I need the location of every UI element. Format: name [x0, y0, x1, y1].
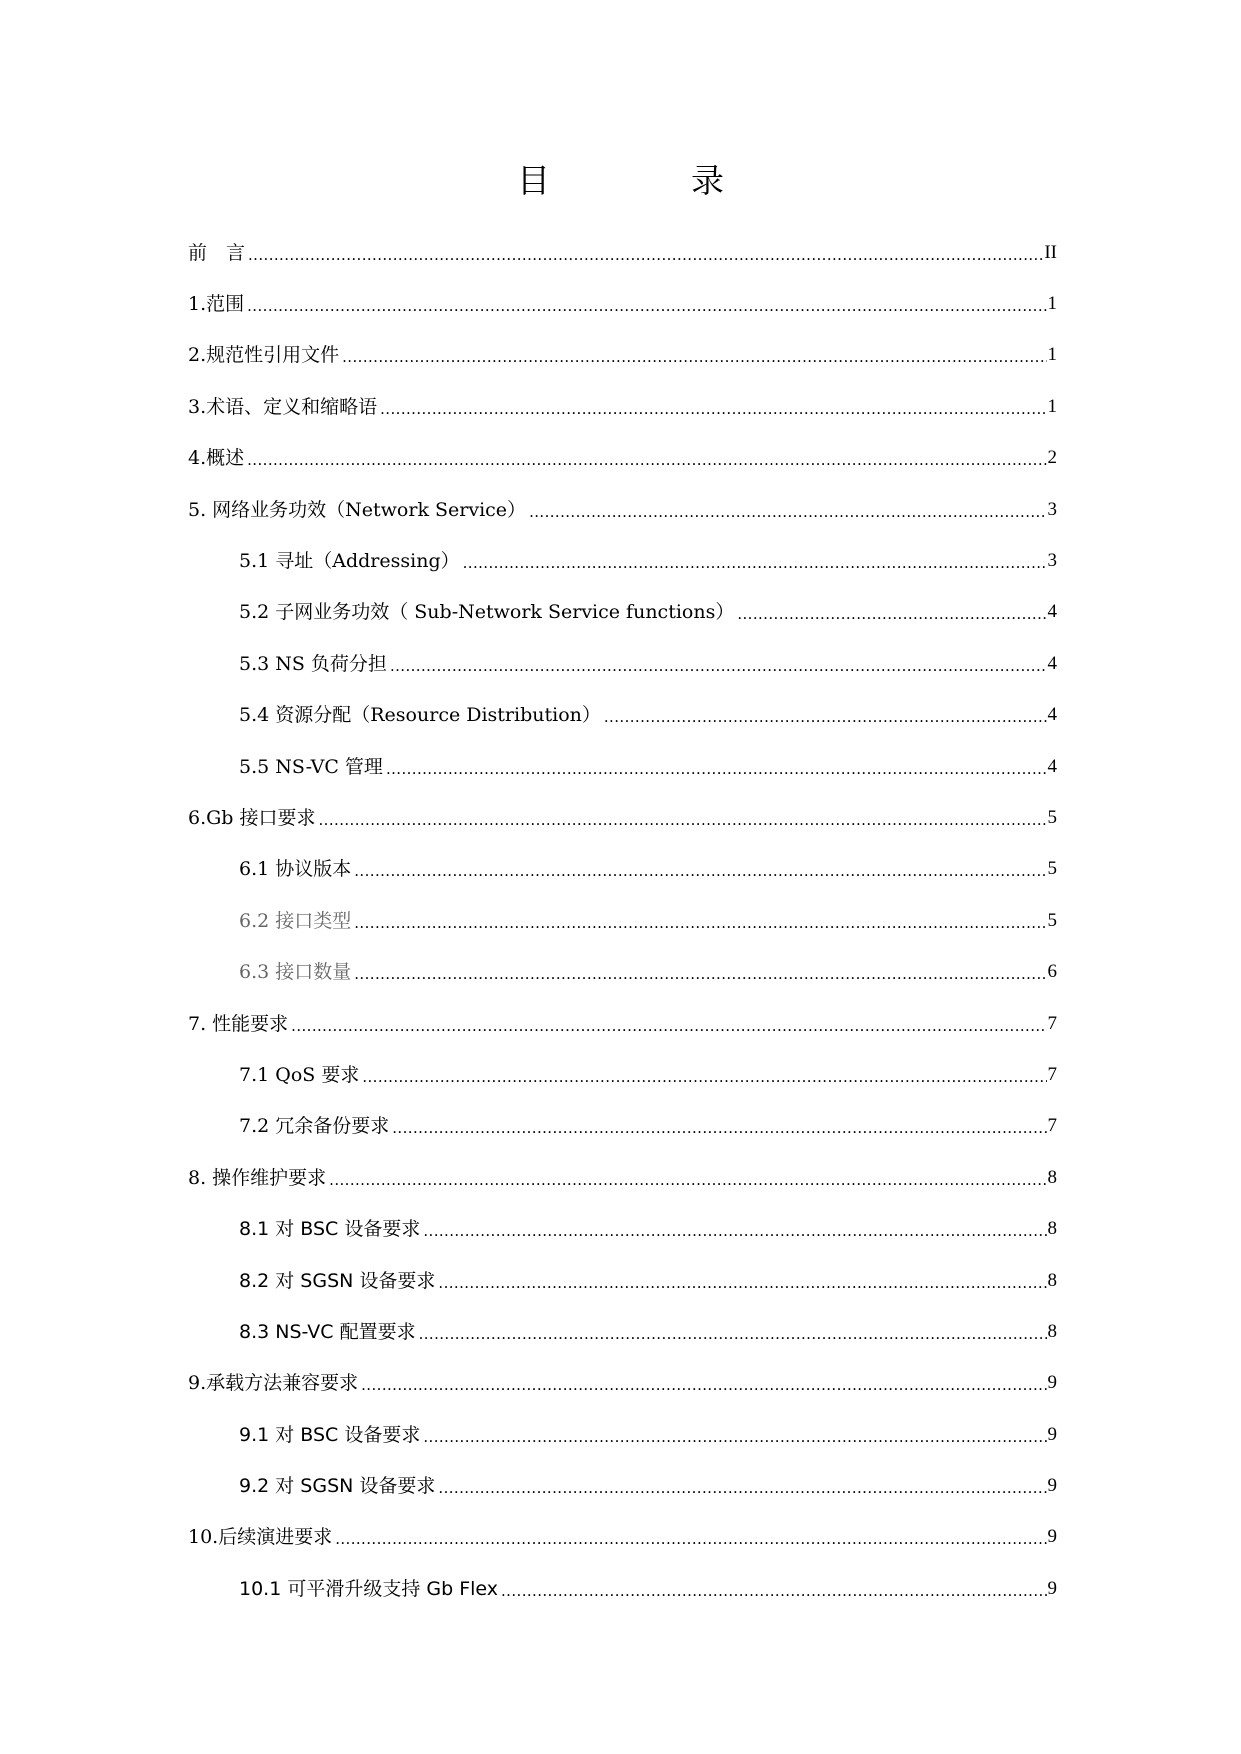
toc-page-number: 8: [1047, 1218, 1057, 1240]
toc-entry[interactable]: [188, 998, 1057, 1049]
toc-entry-label: 6.2 接口类型: [239, 909, 352, 932]
toc-entry[interactable]: [188, 433, 1057, 484]
toc-page-number: 7: [1047, 1115, 1057, 1137]
toc-page-number: 1: [1047, 395, 1057, 417]
toc-entry-label: 前 言: [188, 241, 246, 264]
toc-entry-label: 7.1 QoS 要求: [239, 1063, 360, 1086]
table-of-contents: [188, 227, 1057, 1615]
toc-entry-label: 4.概述: [188, 447, 245, 470]
toc-dot-leader: [354, 960, 1046, 984]
toc-page-number: 4: [1047, 652, 1057, 674]
toc-entry-label: 10.后续演进要求: [188, 1526, 333, 1549]
toc-entry[interactable]: [188, 1203, 1057, 1254]
toc-entry-label: 9.承载方法兼容要求: [188, 1372, 359, 1395]
toc-page-number: 7: [1047, 1063, 1057, 1085]
toc-dot-leader: [438, 1474, 1046, 1498]
toc-entry[interactable]: [188, 1358, 1057, 1409]
toc-dot-leader: [463, 549, 1047, 573]
toc-entry[interactable]: [188, 1101, 1057, 1152]
toc-page-number: 9: [1047, 1475, 1057, 1497]
toc-entry-label: 1.范围: [188, 293, 245, 316]
toc-page-number: 4: [1047, 755, 1057, 777]
toc-entry-label: 9.2 对 SGSN 设备要求: [239, 1475, 436, 1498]
toc-entry[interactable]: [188, 330, 1057, 381]
toc-dot-leader: [501, 1577, 1046, 1601]
toc-dot-leader: [380, 395, 1046, 419]
toc-entry-label: 7. 性能要求: [188, 1012, 289, 1035]
toc-dot-leader: [291, 1012, 1046, 1036]
toc-entry[interactable]: [188, 792, 1057, 843]
toc-page-number: 7: [1047, 1012, 1057, 1034]
toc-page-number: 5: [1047, 806, 1057, 828]
toc-dot-leader: [354, 857, 1046, 881]
toc-page-number: 5: [1047, 858, 1057, 880]
toc-dot-leader: [529, 498, 1046, 522]
toc-entry[interactable]: [188, 1306, 1057, 1357]
toc-page-number: 2: [1047, 447, 1057, 469]
toc-dot-leader: [329, 1166, 1046, 1190]
toc-dot-leader: [247, 446, 1046, 470]
toc-entry-label: 2.规范性引用文件: [188, 344, 340, 367]
toc-entry[interactable]: [188, 381, 1057, 432]
toc-dot-leader: [342, 343, 1046, 367]
toc-dot-leader: [438, 1269, 1046, 1293]
toc-entry[interactable]: [188, 278, 1057, 329]
toc-page-number: 4: [1047, 704, 1057, 726]
toc-page-number: 8: [1047, 1269, 1057, 1291]
toc-entry[interactable]: [188, 1512, 1057, 1563]
toc-page-number: 1: [1047, 344, 1057, 366]
toc-entry-label: 3.术语、定义和缩略语: [188, 395, 378, 418]
toc-page-number: 4: [1047, 601, 1057, 623]
toc-entry[interactable]: [188, 895, 1057, 946]
toc-entry[interactable]: [188, 484, 1057, 535]
toc-dot-leader: [423, 1423, 1046, 1447]
toc-page-number: 9: [1047, 1577, 1057, 1599]
toc-page-number: 8: [1047, 1320, 1057, 1342]
toc-dot-leader: [354, 909, 1046, 933]
toc-entry-label: 6.1 协议版本: [239, 858, 352, 881]
toc-entry-label: 9.1 对 BSC 设备要求: [239, 1423, 421, 1446]
toc-page-number: 3: [1047, 550, 1057, 572]
toc-dot-leader: [248, 241, 1043, 265]
toc-entry[interactable]: [188, 1152, 1057, 1203]
toc-dot-leader: [390, 652, 1047, 676]
toc-dot-leader: [737, 600, 1046, 624]
toc-page-number: 5: [1047, 909, 1057, 931]
toc-page-number: 3: [1047, 498, 1057, 520]
toc-entry[interactable]: [188, 946, 1057, 997]
toc-entry-label: 5.3 NS 负荷分担: [239, 652, 387, 675]
toc-entry[interactable]: [188, 690, 1057, 741]
toc-dot-leader: [247, 292, 1046, 316]
toc-entry[interactable]: [188, 227, 1057, 278]
toc-entry[interactable]: [188, 535, 1057, 586]
toc-entry-label: 5.5 NS-VC 管理: [239, 755, 383, 778]
toc-entry[interactable]: [188, 741, 1057, 792]
toc-entry-label: 5.4 资源分配（Resource Distribution）: [239, 704, 601, 727]
toc-dot-leader: [386, 755, 1047, 779]
toc-dot-leader: [361, 1371, 1046, 1395]
toc-entry-label: 7.2 冗余备份要求: [239, 1115, 390, 1138]
toc-page-number: 1: [1047, 293, 1057, 315]
toc-dot-leader: [319, 806, 1047, 830]
toc-page-number: 8: [1047, 1166, 1057, 1188]
toc-entry-label: 5.2 子网业务功效（ Sub-Network Service functions）: [239, 601, 735, 624]
toc-entry-label: 8.2 对 SGSN 设备要求: [239, 1269, 436, 1292]
toc-dot-leader: [335, 1525, 1046, 1549]
toc-dot-leader: [604, 703, 1047, 727]
toc-entry-label: 8.3 NS-VC 配置要求: [239, 1320, 416, 1343]
toc-page-number: 9: [1047, 1526, 1057, 1548]
toc-dot-leader: [362, 1063, 1046, 1087]
toc-entry-label: 8. 操作维护要求: [188, 1166, 327, 1189]
toc-entry-label: 6.Gb 接口要求: [188, 806, 316, 829]
toc-entry[interactable]: [188, 1409, 1057, 1460]
toc-entry[interactable]: [188, 844, 1057, 895]
toc-entry-label: 10.1 可平滑升级支持 Gb Flex: [239, 1577, 499, 1600]
toc-page-number: II: [1044, 241, 1057, 263]
toc-entry[interactable]: [188, 1049, 1057, 1100]
toc-title: 目 录: [517, 161, 778, 200]
toc-dot-leader: [423, 1217, 1046, 1241]
toc-entry[interactable]: [188, 1563, 1057, 1614]
toc-page-number: 9: [1047, 1372, 1057, 1394]
toc-entry[interactable]: [188, 1255, 1057, 1306]
toc-entry[interactable]: [188, 638, 1057, 689]
toc-entry[interactable]: [188, 1460, 1057, 1511]
toc-entry-label: 6.3 接口数量: [239, 961, 352, 984]
toc-page-number: 6: [1047, 961, 1057, 983]
toc-dot-leader: [419, 1320, 1047, 1344]
toc-entry-label: 5.1 寻址（Addressing）: [239, 550, 460, 573]
toc-entry[interactable]: [188, 587, 1057, 638]
toc-entry-label: 5. 网络业务功效（Network Service）: [188, 498, 527, 521]
toc-page-number: 9: [1047, 1423, 1057, 1445]
toc-entry-label: 8.1 对 BSC 设备要求: [239, 1218, 421, 1241]
toc-dot-leader: [392, 1114, 1046, 1138]
